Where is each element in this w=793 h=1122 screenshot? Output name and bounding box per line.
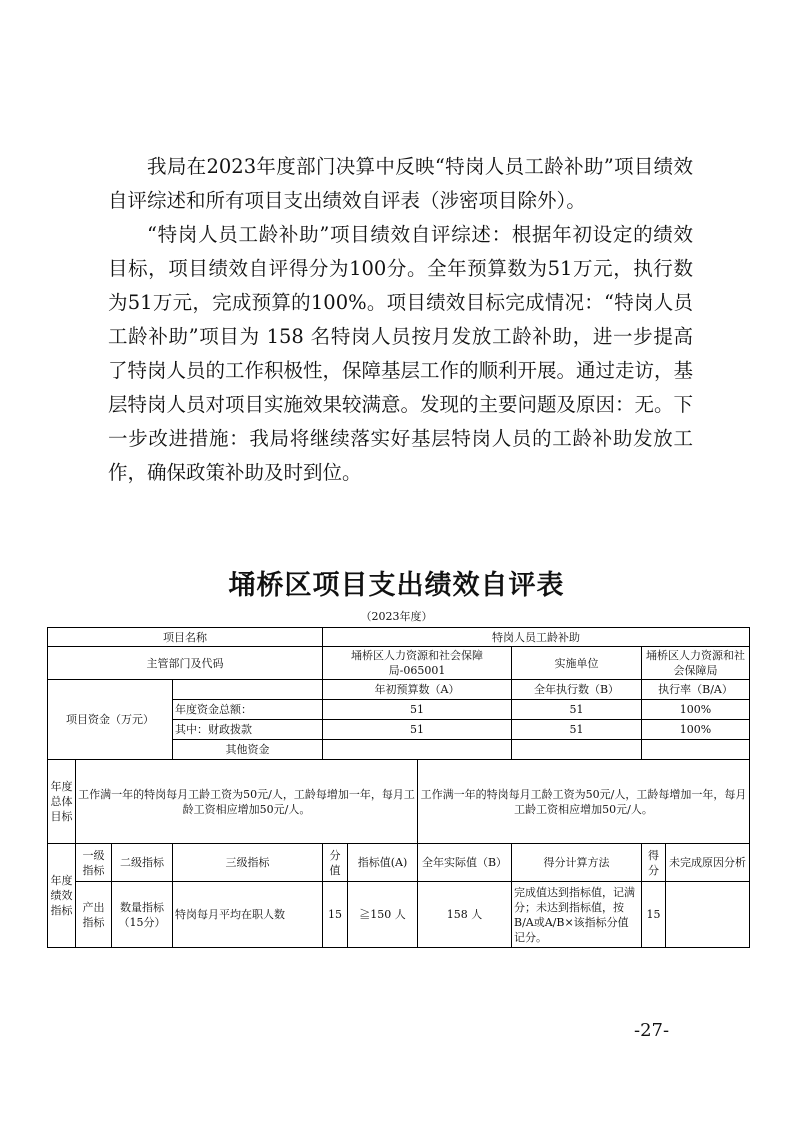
dept-label: 主管部门及代码 [48,647,323,680]
goal-plan: 工作满一年的特岗每月工龄工资为50元/人，工龄每增加一年，每月工龄工资相应增加50元/人。 [76,760,418,844]
row-fiscal-exec: 51 [512,720,642,740]
performance-table [47,627,750,948]
header-reason: 未完成原因分析 [666,844,750,882]
indicator-target: ≧150 人 [348,882,418,948]
indicator-score: 15 [642,882,666,948]
row-other-rate [642,740,750,760]
indicator-level2: 数量指标（15分） [112,882,173,948]
intro-paragraph-2: “特岗人员工龄补助”项目绩效自评综述：根据年初设定的绩效目标，项目绩效自评得分为100分。全年预算数为51万元，执行数为51万元，完成预算的100%。项目绩效目标完成情况：“特岗人员工龄补助”项目为 158 名特岗人员按月发放工龄补助，进一步提高了特岗人员的工作积极性，保障基层工作的顺利开展。通过走访，基层特岗人员对项目实施效果较满意。发现的主要问题及原因：无。下一步改进措施：我局将继续落实好基层特岗人员的工龄补助发放工作，确保政策补助及时到位。 [108,223,694,484]
row-other-exec [512,740,642,760]
intro-paragraph-1: 我局在2023年度部门决算中反映“特岗人员工龄补助”项目绩效自评综述和所有项目支出绩效自评表（涉密项目除外）。 [108,155,693,212]
indicator-level3: 特岗每月平均在职人数 [173,882,323,948]
table-title: 埇桥区项目支出绩效自评表 [228,570,565,601]
row-total-rate: 100% [642,700,750,720]
indicator-level1: 产出指标 [76,882,112,948]
indicator-reason [666,882,750,948]
row-fiscal-rate: 100% [642,720,750,740]
project-name-label: 项目名称 [48,628,323,647]
page-number: -27- [634,1020,670,1041]
impl-value: 埇桥区人力资源和社会保障局 [642,647,750,680]
table-year: （2023年度） [360,610,433,623]
indicator-label: 年度绩效指标 [48,844,76,948]
row-other-label: 其他资金 [173,740,323,760]
header-score: 得分 [642,844,666,882]
goal-actual: 工作满一年的特岗每月工龄工资为50元/人，工龄每增加一年，每月工龄工资相应增加50元/人。 [418,760,750,844]
row-total-budget: 51 [323,700,512,720]
header-method: 得分计算方法 [512,844,642,882]
header-level1: 一级指标 [76,844,112,882]
row-total-label: 年度资金总额： [173,700,323,720]
funds-label: 项目资金（万元） [48,680,173,760]
row-total-exec: 51 [512,700,642,720]
row-other-budget [323,740,512,760]
col-budget-header: 年初预算数（A） [323,680,512,700]
header-level2: 二级指标 [112,844,173,882]
intro-text [108,150,693,490]
impl-label: 实施单位 [512,647,642,680]
col-exec-header: 全年执行数（B） [512,680,642,700]
indicator-actual: 158 人 [418,882,512,948]
dept-value: 埇桥区人力资源和社会保障局-065001 [323,647,512,680]
indicator-weight: 15 [323,882,348,948]
header-level3: 三级指标 [173,844,323,882]
header-weight: 分值 [323,844,348,882]
project-name-value: 特岗人员工龄补助 [323,628,750,647]
row-fiscal-budget: 51 [323,720,512,740]
row-fiscal-label: 其中：财政拨款 [173,720,323,740]
goal-label: 年度总体目标 [48,760,76,844]
indicator-method: 完成值达到指标值，记满分；未达到指标值，按B/A或A/B×该指标分值记分。 [512,882,642,948]
col-rate-header: 执行率（B/A） [642,680,750,700]
header-target: 指标值(A) [348,844,418,882]
funds-header-blank [173,680,323,700]
header-actual: 全年实际值（B） [418,844,512,882]
